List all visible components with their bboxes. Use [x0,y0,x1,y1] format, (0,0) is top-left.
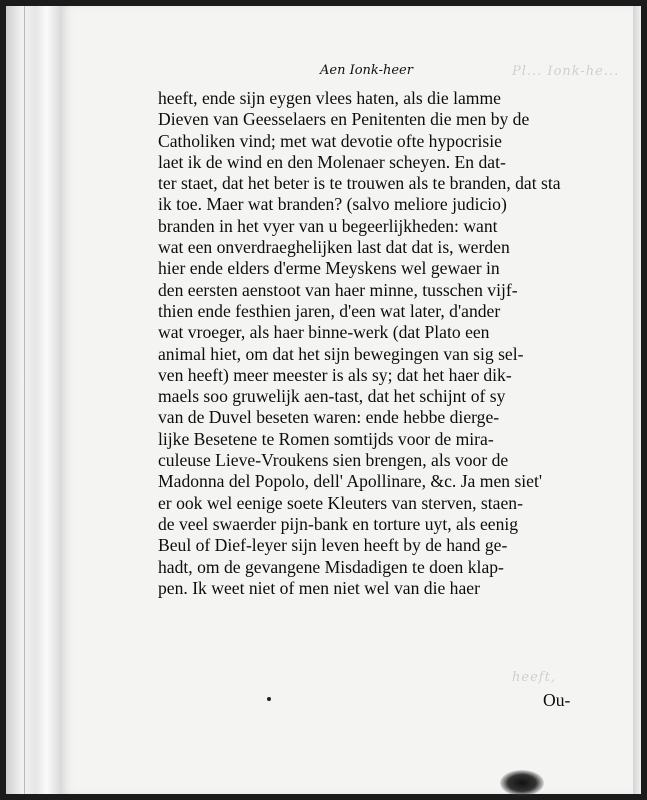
page-edges-left [6,6,61,794]
text-line: thien ende festhien jaren, d'een wat later, d'ander [158,300,501,321]
text-line: hadt, om de gevangene Misdadigen te doen klap- [158,556,504,577]
text-line: hier ende elders d'erme Meyskens wel gewaer in [158,258,500,279]
text-line: ven heeft) meer meester is als sy; dat het haer dik- [158,364,512,385]
text-line: culeuse Lieve-Vroukens sien brengen, als voor de [158,450,509,471]
text-line: er ook wel eenige soete Kleuters van sterven, staen- [158,492,523,513]
text-line: lijke Besetene te Romen somtijds voor de mira- [158,428,494,449]
text-line: de veel swaerder pijn-bank en torture uyt, als eenig [158,513,519,534]
page-edge-right [632,6,641,794]
bleed-through-bottom: heeft, [512,670,556,685]
text-line: laet ik de wind en den Molenaer scheyen. En dat- [158,151,506,172]
body-text [158,88,600,599]
text-line: pen. Ik weet niet of men niet wel van die haer [158,577,480,598]
text-line: Catholiken vind; met wat devotie ofte hypocrisie [158,130,502,151]
text-line: van de Duvel beseten waren: ende hebbe dierge- [158,407,500,428]
text-line: animal hiet, om dat het sijn bewegingen van sig sel- [158,343,524,364]
text-line: Madonna del Popolo, dell' Apollinare, &c. Ja men siet' [158,471,543,492]
text-line: den eersten aenstoot van haer minne, tusschen vijf- [158,279,518,300]
text-line: heeft, ende sijn eygen vlees haten, als die lamme [158,88,501,108]
text-line: Dieven van Geesselaers en Penitenten die men by de [158,109,530,130]
text-line: branden in het vyer van u begeerlijkheden: want [158,215,498,236]
text-line: wat een onverdraeghelijken last dat dat is, werden [158,237,510,258]
text-line: ik toe. Maer wat branden? (salvo meliore judicio) [158,194,507,215]
text-line: ter staet, dat het beter is te trouwen als te branden, dat sta [158,173,561,194]
ink-speck [267,697,271,701]
ink-stain [500,770,544,796]
text-line: maels soo gruwelijk aen-tast, dat het schijnt of sy [158,386,506,407]
running-head: Aen Ionk-heer [320,63,413,78]
catchword: Ou- [543,690,571,710]
text-line: wat vroeger, als haer binne-werk (dat Plato een [158,322,490,343]
text-line: Beul of Dief-leyer sijn leven heeft by de hand ge- [158,535,508,556]
bleed-through-top: Pl... Ionk-he... [512,64,620,79]
